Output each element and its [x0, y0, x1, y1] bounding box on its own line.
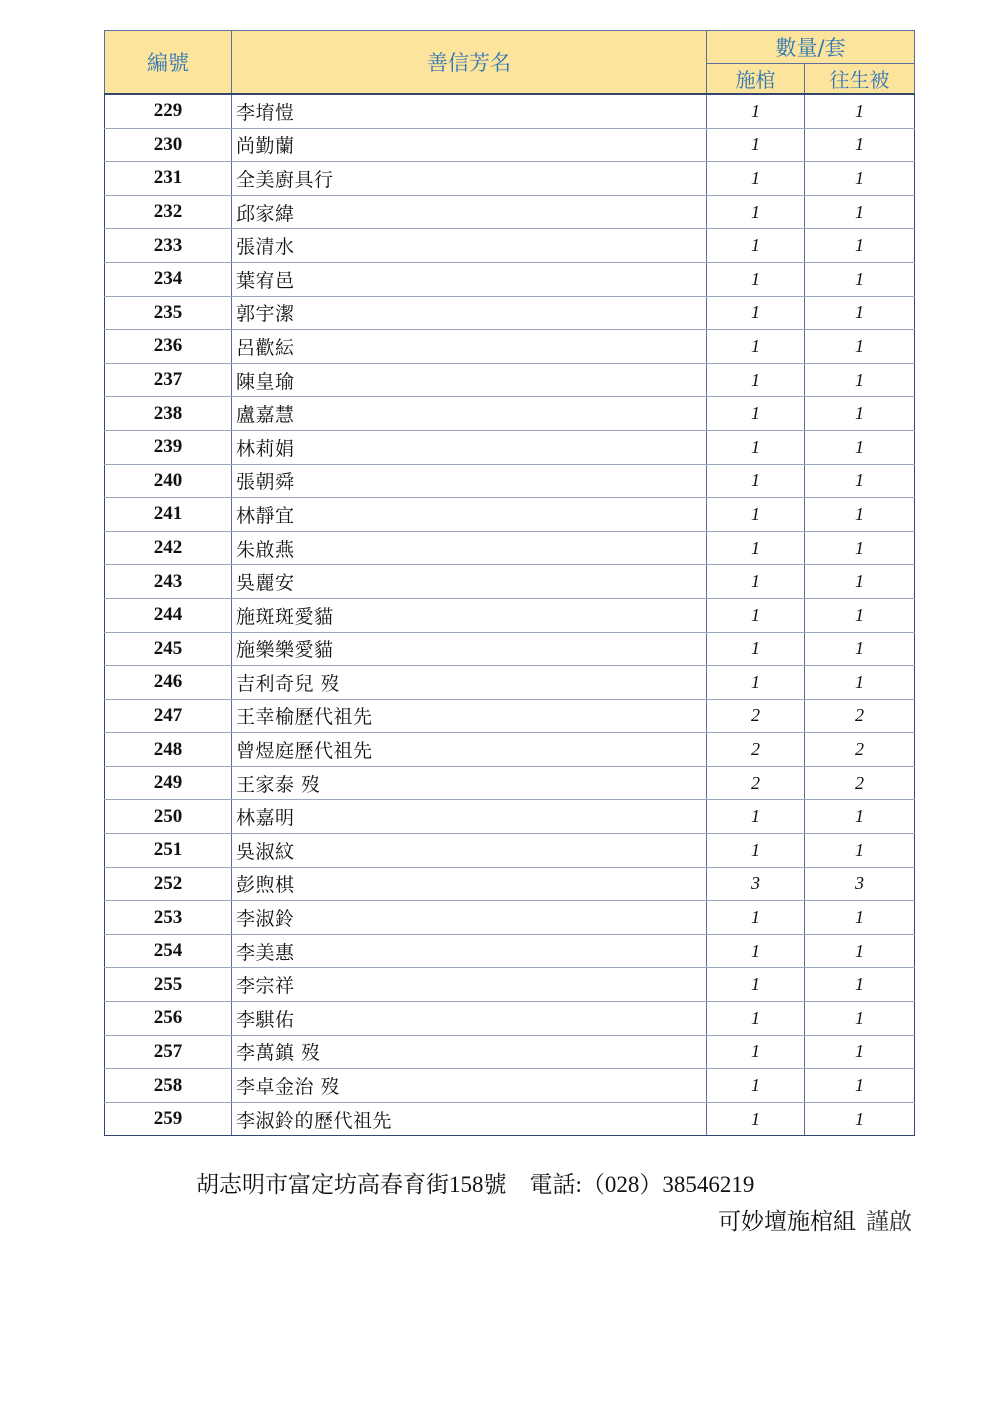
- coffin-qty: 2: [707, 733, 805, 767]
- quilt-qty: 1: [805, 968, 915, 1002]
- row-number: 244: [105, 598, 232, 632]
- row-number: 250: [105, 800, 232, 834]
- row-number: 237: [105, 363, 232, 397]
- donor-name: 張朝舜: [232, 464, 707, 498]
- row-number: 242: [105, 531, 232, 565]
- header-quantity-group: 數量/套: [707, 31, 915, 64]
- row-number: 247: [105, 699, 232, 733]
- quilt-qty: 2: [805, 766, 915, 800]
- coffin-qty: 1: [707, 934, 805, 968]
- donor-name: 吳淑紋: [232, 834, 707, 868]
- table-row: [105, 968, 915, 1002]
- donor-name: 王幸榆歷代祖先: [232, 699, 707, 733]
- donor-name: 施斑斑愛貓: [232, 598, 707, 632]
- row-number: 240: [105, 464, 232, 498]
- donor-name: 朱啟燕: [232, 531, 707, 565]
- address: 胡志明市富定坊高春育街158號: [196, 1172, 507, 1197]
- table-row: [105, 330, 915, 364]
- donor-name: 吉利奇兒 歿: [232, 666, 707, 700]
- signature-line: [104, 1204, 912, 1240]
- table-row: [105, 666, 915, 700]
- table-row: [105, 262, 915, 296]
- donor-name: 林嘉明: [232, 800, 707, 834]
- row-number: 249: [105, 766, 232, 800]
- table-row: [105, 296, 915, 330]
- quilt-qty: 1: [805, 1035, 915, 1069]
- table-row: [105, 867, 915, 901]
- row-number: 231: [105, 162, 232, 196]
- table-row: [105, 1035, 915, 1069]
- table-row: [105, 565, 915, 599]
- contact-line: [196, 1168, 912, 1202]
- table-row: [105, 699, 915, 733]
- row-number: 254: [105, 934, 232, 968]
- row-number: 233: [105, 229, 232, 263]
- row-number: 253: [105, 901, 232, 935]
- coffin-qty: 1: [707, 666, 805, 700]
- quilt-qty: 2: [805, 699, 915, 733]
- quilt-qty: 1: [805, 598, 915, 632]
- coffin-qty: 1: [707, 565, 805, 599]
- coffin-qty: 1: [707, 531, 805, 565]
- donor-name: 葉宥邑: [232, 262, 707, 296]
- quilt-qty: 1: [805, 834, 915, 868]
- table-row: [105, 632, 915, 666]
- table-row: [105, 531, 915, 565]
- donor-name: 林莉娟: [232, 430, 707, 464]
- table-row: [105, 363, 915, 397]
- table-row: [105, 598, 915, 632]
- coffin-qty: 1: [707, 162, 805, 196]
- coffin-qty: 1: [707, 498, 805, 532]
- row-number: 256: [105, 1002, 232, 1036]
- table-row: [105, 1002, 915, 1036]
- table-row: [105, 498, 915, 532]
- coffin-qty: 1: [707, 94, 805, 128]
- donor-name: 李騏佑: [232, 1002, 707, 1036]
- table-row: [105, 934, 915, 968]
- donor-name: 李淑鈴的歷代祖先: [232, 1102, 707, 1136]
- coffin-qty: 1: [707, 1102, 805, 1136]
- coffin-qty: 1: [707, 834, 805, 868]
- donor-name: 施樂樂愛貓: [232, 632, 707, 666]
- coffin-qty: 1: [707, 968, 805, 1002]
- quilt-qty: 1: [805, 195, 915, 229]
- donor-name: 呂歡紜: [232, 330, 707, 364]
- header-funeral-quilt: 往生被: [805, 64, 915, 95]
- row-number: 234: [105, 262, 232, 296]
- donor-table: [104, 30, 915, 1136]
- row-number: 241: [105, 498, 232, 532]
- quilt-qty: 1: [805, 531, 915, 565]
- donor-name: 彭煦棋: [232, 867, 707, 901]
- coffin-qty: 1: [707, 262, 805, 296]
- donor-name: 王家泰 歿: [232, 766, 707, 800]
- row-number: 251: [105, 834, 232, 868]
- quilt-qty: 1: [805, 296, 915, 330]
- coffin-qty: 1: [707, 1002, 805, 1036]
- table-row: [105, 195, 915, 229]
- row-number: 246: [105, 666, 232, 700]
- row-number: 229: [105, 94, 232, 128]
- table-row: [105, 162, 915, 196]
- header-coffin: 施棺: [707, 64, 805, 95]
- table-row: [105, 464, 915, 498]
- quilt-qty: 1: [805, 666, 915, 700]
- table-row: [105, 733, 915, 767]
- donor-name: 李萬鎮 歿: [232, 1035, 707, 1069]
- donor-name: 吳麗安: [232, 565, 707, 599]
- quilt-qty: 1: [805, 934, 915, 968]
- table-row: [105, 430, 915, 464]
- sign-off: 謹啟: [866, 1209, 912, 1234]
- coffin-qty: 1: [707, 901, 805, 935]
- coffin-qty: 1: [707, 1069, 805, 1103]
- phone-label: 電話:: [529, 1172, 582, 1197]
- quilt-qty: 1: [805, 632, 915, 666]
- table-row: [105, 800, 915, 834]
- quilt-qty: 1: [805, 901, 915, 935]
- organization-name: 可妙壇施棺組: [718, 1209, 856, 1234]
- coffin-qty: 1: [707, 397, 805, 431]
- row-number: 259: [105, 1102, 232, 1136]
- donor-name: 李堉愷: [232, 94, 707, 128]
- donor-name: 盧嘉慧: [232, 397, 707, 431]
- row-number: 255: [105, 968, 232, 1002]
- row-number: 243: [105, 565, 232, 599]
- donor-name: 全美廚具行: [232, 162, 707, 196]
- donor-name: 尚勤蘭: [232, 128, 707, 162]
- coffin-qty: 1: [707, 296, 805, 330]
- coffin-qty: 1: [707, 229, 805, 263]
- quilt-qty: 1: [805, 800, 915, 834]
- donor-name: 曾煜庭歷代祖先: [232, 733, 707, 767]
- coffin-qty: 1: [707, 128, 805, 162]
- table-row: [105, 766, 915, 800]
- quilt-qty: 1: [805, 128, 915, 162]
- quilt-qty: 1: [805, 498, 915, 532]
- quilt-qty: 1: [805, 94, 915, 128]
- row-number: 248: [105, 733, 232, 767]
- donor-name: 郭宇潔: [232, 296, 707, 330]
- coffin-qty: 2: [707, 699, 805, 733]
- row-number: 236: [105, 330, 232, 364]
- row-number: 235: [105, 296, 232, 330]
- row-number: 258: [105, 1069, 232, 1103]
- header-number: 編號: [105, 31, 232, 95]
- row-number: 245: [105, 632, 232, 666]
- quilt-qty: 1: [805, 162, 915, 196]
- row-number: 252: [105, 867, 232, 901]
- table-body: [105, 94, 915, 1136]
- coffin-qty: 1: [707, 195, 805, 229]
- coffin-qty: 1: [707, 464, 805, 498]
- table-row: [105, 397, 915, 431]
- table-row: [105, 1102, 915, 1136]
- header-donor-name: 善信芳名: [232, 31, 707, 95]
- quilt-qty: 1: [805, 229, 915, 263]
- quilt-qty: 2: [805, 733, 915, 767]
- coffin-qty: 1: [707, 363, 805, 397]
- table-row: [105, 128, 915, 162]
- quilt-qty: 1: [805, 397, 915, 431]
- quilt-qty: 1: [805, 565, 915, 599]
- donor-name: 邱家緯: [232, 195, 707, 229]
- table-row: [105, 229, 915, 263]
- donor-name: 林靜宜: [232, 498, 707, 532]
- donor-name: 李宗祥: [232, 968, 707, 1002]
- donor-name: 李美惠: [232, 934, 707, 968]
- quilt-qty: 1: [805, 1002, 915, 1036]
- quilt-qty: 1: [805, 464, 915, 498]
- table-header: [105, 31, 915, 95]
- coffin-qty: 1: [707, 598, 805, 632]
- donor-name: 張清水: [232, 229, 707, 263]
- donor-name: 李淑鈴: [232, 901, 707, 935]
- row-number: 230: [105, 128, 232, 162]
- table-row: [105, 1069, 915, 1103]
- row-number: 238: [105, 397, 232, 431]
- table-row: [105, 94, 915, 128]
- row-number: 232: [105, 195, 232, 229]
- footer: [104, 1168, 912, 1240]
- quilt-qty: 1: [805, 363, 915, 397]
- donor-name: 李卓金治 歿: [232, 1069, 707, 1103]
- coffin-qty: 1: [707, 632, 805, 666]
- phone-number: （028）38546219: [581, 1172, 755, 1197]
- quilt-qty: 1: [805, 330, 915, 364]
- donor-name: 陳皇瑜: [232, 363, 707, 397]
- coffin-qty: 1: [707, 430, 805, 464]
- coffin-qty: 1: [707, 330, 805, 364]
- quilt-qty: 1: [805, 430, 915, 464]
- table-row: [105, 901, 915, 935]
- coffin-qty: 3: [707, 867, 805, 901]
- quilt-qty: 3: [805, 867, 915, 901]
- coffin-qty: 1: [707, 1035, 805, 1069]
- coffin-qty: 1: [707, 800, 805, 834]
- row-number: 257: [105, 1035, 232, 1069]
- quilt-qty: 1: [805, 1069, 915, 1103]
- table-row: [105, 834, 915, 868]
- quilt-qty: 1: [805, 1102, 915, 1136]
- row-number: 239: [105, 430, 232, 464]
- donor-table-sheet: [104, 30, 914, 1136]
- quilt-qty: 1: [805, 262, 915, 296]
- coffin-qty: 2: [707, 766, 805, 800]
